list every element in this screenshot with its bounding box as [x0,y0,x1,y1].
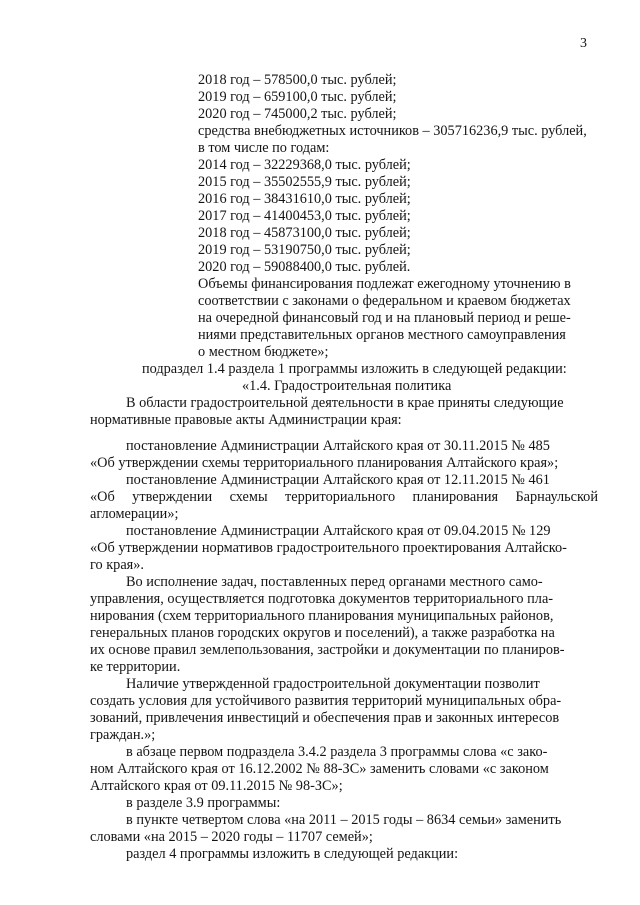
text-line: их основе правил землепользования, застройки и документации по планиров- [90,642,565,658]
text-line: «Об утверждении нормативов градостроительного проектирования Алтайско- [90,540,567,556]
text-line: В области градостроительной деятельности в крае приняты следующие [126,395,564,411]
text-line: нормативные правовые акты Администрации края: [90,412,402,428]
text-line: 2020 год – 59088400,0 тыс. рублей. [198,259,411,275]
text-line: в абзаце первом подраздела 3.4.2 раздела 3 программы слова «с зако- [126,744,548,760]
text-line: словами «на 2015 – 2020 годы – 11707 семей»; [90,829,373,845]
text-line: 2017 год – 41400453,0 тыс. рублей; [198,208,411,224]
text-line: в том числе по годам: [198,140,330,156]
text-line: соответствии с законами о федеральном и краевом бюджетах [198,293,571,309]
text-line: в пункте четвертом слова «на 2011 – 2015 годы – 8634 семьи» заменить [126,812,562,828]
text-line: 2016 год – 38431610,0 тыс. рублей; [198,191,411,207]
text-line: постановление Администрации Алтайского края от 30.11.2015 № 485 [126,438,550,454]
text-line: 2018 год – 578500,0 тыс. рублей; [198,72,397,88]
text-line: 2020 год – 745000,2 тыс. рублей; [198,106,397,122]
section-heading: «1.4. Градостроительная политика [242,378,452,394]
text-line: агломерации»; [90,506,179,522]
text-line: подраздел 1.4 раздела 1 программы изложить в следующей редакции: [142,361,567,377]
text-line: Алтайского края от 09.11.2015 № 98-ЗС»; [90,778,343,794]
text-line: постановление Администрации Алтайского края от 12.11.2015 № 461 [126,472,550,488]
text-line: го края». [90,557,144,573]
text-line: ном Алтайского края от 16.12.2002 № 88-ЗС» заменить словами «с законом [90,761,549,777]
text-line: 2014 год – 32229368,0 тыс. рублей; [198,157,411,173]
text-line: Объемы финансирования подлежат ежегодному уточнению в [198,276,571,292]
text-line: Наличие утвержденной градостроительной документации позволит [126,676,540,692]
text-line: 2019 год – 659100,0 тыс. рублей; [198,89,397,105]
text-line: раздел 4 программы изложить в следующей редакции: [126,846,459,862]
text-line: 2019 год – 53190750,0 тыс. рублей; [198,242,411,258]
text-line: 2015 год – 35502555,9 тыс. рублей; [198,174,411,190]
text-line: на очередной финансовый год и на плановый период и реше- [198,310,571,326]
text-line: создать условия для устойчивого развития территорий муниципальных обра- [90,693,562,709]
text-line: ке территории. [90,659,181,675]
text-line: Во исполнение задач, поставленных перед органами местного само- [126,574,543,590]
text-line: «Об утверждении схемы территориального планирования Алтайского края»; [90,455,559,471]
text-line: 2018 год – 45873100,0 тыс. рублей; [198,225,411,241]
text-line: генеральных планов городских округов и поселений), а также разработка на [90,625,555,641]
text-line: в разделе 3.9 программы: [126,795,281,811]
text-line: о местном бюджете»; [198,344,329,360]
page-number: 3 [580,36,587,51]
text-line: управления, осуществляется подготовка документов территориального пла- [90,591,554,607]
text-line: зований, привлечения инвестиций и обеспечения прав и законных интересов [90,710,560,726]
text-line: нирования (схем территориального планирования муниципальных районов, [90,608,554,624]
text-line: постановление Администрации Алтайского края от 09.04.2015 № 129 [126,523,551,539]
text-line: граждан.»; [90,727,156,743]
text-line: «Об утверждении схемы территориального планирования Барнаульской [90,489,598,505]
text-line: средства внебюджетных источников – 305716236,9 тыс. рублей, [198,123,587,139]
text-line: ниями представительных органов местного самоуправления [198,327,566,343]
